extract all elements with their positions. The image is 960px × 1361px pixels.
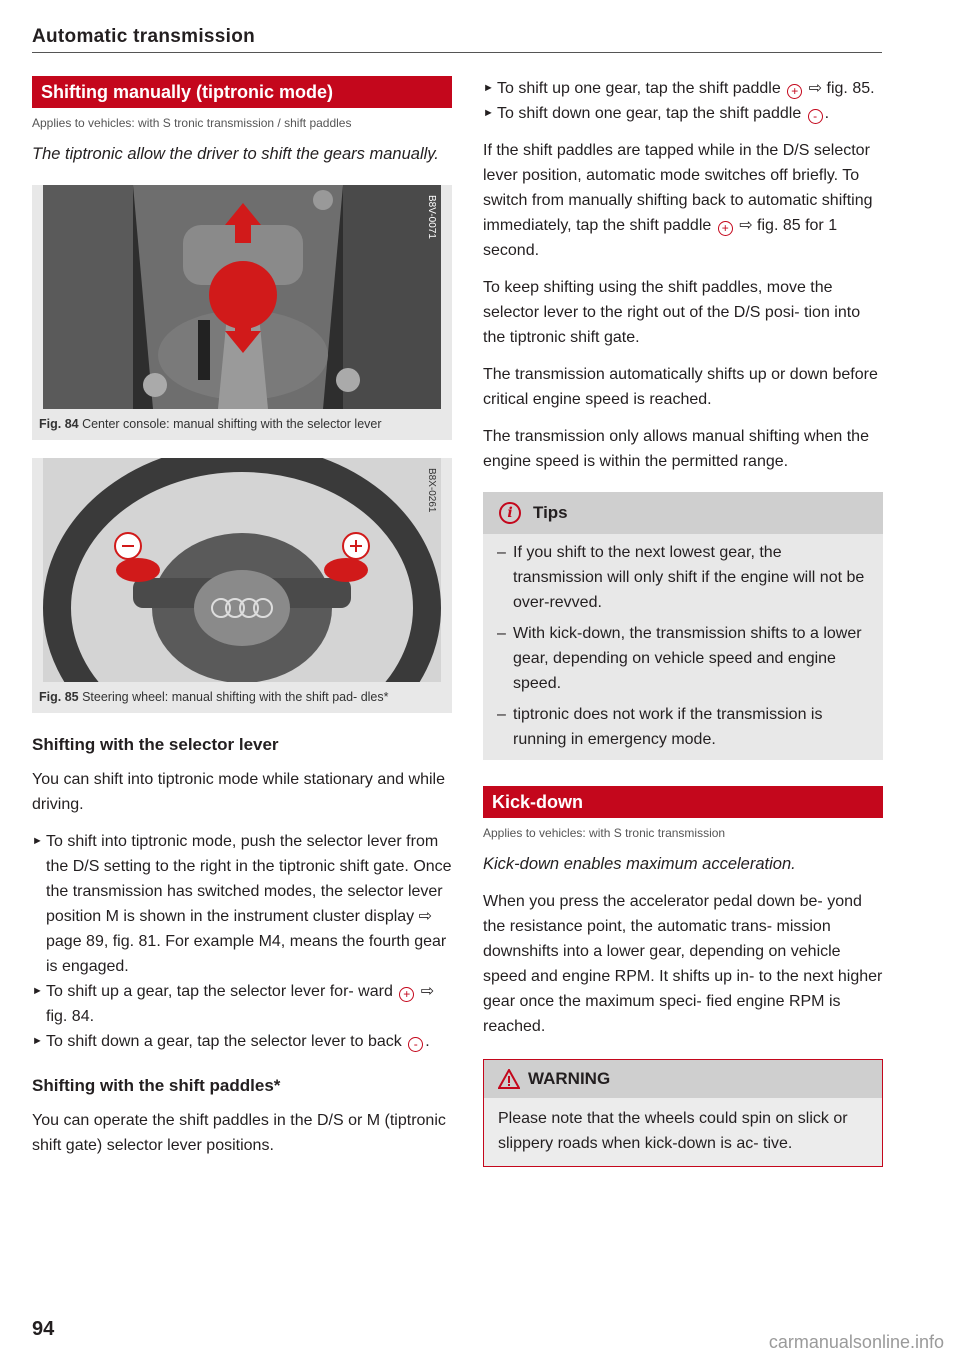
figure-85 — [32, 458, 452, 713]
dash-icon: – — [497, 625, 506, 642]
section-title: Shifting manually (tiptronic mode) — [32, 76, 452, 108]
center-console-image — [43, 185, 441, 409]
paragraph: To keep shifting using the shift paddles, move the selector lever to the right out of the D/S posi- tion into the tiptronic shift gate. — [483, 279, 861, 346]
minus-circle-icon: - — [808, 109, 823, 124]
bullet-triangle-icon: ► — [32, 1035, 43, 1047]
figure-caption-text: Steering wheel: manual shifting with the shift pad- dles* — [78, 690, 389, 704]
warning-text: Please note that the wheels could spin on slick or slippery roads when kick-down is ac- tive. — [484, 1098, 882, 1166]
figure-reference: ⇨ fig. 85 for 1 second. — [483, 217, 838, 259]
period: . — [425, 1033, 430, 1050]
right-column — [483, 76, 883, 1167]
applies-note: Applies to vehicles: with S tronic transmission — [483, 826, 726, 840]
header-rule — [32, 52, 882, 53]
figure-caption — [32, 409, 452, 434]
tip-item — [483, 702, 883, 752]
tip-item — [483, 540, 883, 615]
tips-title: Tips — [533, 503, 568, 522]
figure-label: Fig. 84 — [39, 417, 79, 431]
figure-caption-text: Center console: manual shifting with the selector lever — [78, 417, 382, 431]
watermark: carmanualsonline.info — [768, 1332, 944, 1352]
left-column — [32, 76, 452, 1158]
bullet-text: To shift down a gear, tap the selector lever to back — [46, 1033, 402, 1050]
figure-caption — [32, 682, 452, 707]
paragraph: The transmission automatically shifts up or down before critical engine speed is reached. — [483, 366, 878, 408]
warning-header — [484, 1060, 882, 1098]
info-icon: i — [499, 502, 521, 524]
kickdown-title: Kick-down — [483, 786, 883, 818]
warning-title: WARNING — [528, 1069, 611, 1088]
figure-code: B8X-0261 — [426, 468, 437, 513]
list-item — [483, 76, 883, 101]
subheading-shift-paddles: Shifting with the shift paddles* — [32, 1076, 281, 1095]
figure-reference: ⇨ fig. 85. — [808, 80, 875, 97]
page-number: 94 — [32, 1318, 55, 1340]
dash-icon: – — [497, 706, 506, 723]
intro-text: Kick-down enables maximum acceleration. — [483, 855, 796, 873]
warning-box — [483, 1059, 883, 1167]
list-item — [32, 829, 452, 979]
bullet-text: To shift down one gear, tap the shift paddle — [497, 105, 802, 122]
tips-box — [483, 492, 883, 760]
list-item — [32, 979, 452, 1029]
tip-text: With kick-down, the transmission shifts to a lower gear, depending on vehicle speed and engine speed. — [513, 625, 862, 692]
figure-code: B8V-0071 — [426, 195, 437, 239]
plus-circle-icon: + — [787, 84, 802, 99]
bullet-triangle-icon: ► — [32, 835, 43, 847]
header-title: Automatic transmission — [32, 26, 256, 47]
bullet-triangle-icon: ► — [483, 107, 494, 119]
paragraph: The transmission only allows manual shifting when the engine speed is within the permitted range. — [483, 428, 869, 470]
paragraph: When you press the accelerator pedal down be- yond the resistance point, the automatic trans- mission downshifts into a lower gear, depending on vehicle speed and engine RPM. It shifts up in- to the next higher gear once the maximum speci- fied engine RPM is reached. — [483, 893, 883, 1035]
paragraph: You can operate the shift paddles in the D/S or M (tiptronic shift gate) selector lever positions. — [32, 1112, 446, 1154]
warning-triangle-icon — [498, 1069, 520, 1089]
bullet-text: To shift up one gear, tap the shift paddle — [497, 80, 781, 97]
dash-icon: – — [497, 544, 506, 561]
steering-wheel-image — [43, 458, 441, 682]
minus-circle-icon: - — [408, 1037, 423, 1052]
bullet-triangle-icon: ► — [483, 82, 494, 94]
intro-text: The tiptronic allow the driver to shift the gears manually. — [32, 145, 439, 163]
bullet-triangle-icon: ► — [32, 985, 43, 997]
tips-header — [483, 492, 883, 534]
tip-text: If you shift to the next lowest gear, the transmission will only shift if the engine will not be over-revved. — [513, 544, 865, 611]
figure-84 — [32, 185, 452, 440]
subheading-selector-lever: Shifting with the selector lever — [32, 735, 279, 754]
bullet-text: To shift up a gear, tap the selector lever for- ward — [46, 983, 393, 1000]
period: . — [824, 105, 830, 122]
paragraph — [483, 138, 883, 263]
list-item — [483, 101, 883, 126]
bullet-text: To shift into tiptronic mode, push the selector lever from the D/S setting to the right in the tiptronic shift gate. Once the transmission has switched modes, the selector lever position M is shown in the instrument cluster display ⇨ page 89, fig. 81. For example M4, means the fourth gear is engaged. — [46, 833, 452, 975]
paragraph-text: If the shift paddles are tapped while in the D/S selector lever position, automatic mode switches off briefly. To switch from manually shifting back to automatic shifting immediately, tap the shift paddle — [483, 142, 873, 234]
figure-label: Fig. 85 — [39, 690, 79, 704]
list-item — [32, 1029, 452, 1054]
applies-note: Applies to vehicles: with S tronic transmission / shift paddles — [32, 116, 352, 130]
plus-circle-icon: + — [718, 221, 733, 236]
figure-reference: ⇨ fig. 84. — [46, 983, 435, 1025]
paragraph: You can shift into tiptronic mode while stationary and while driving. — [32, 771, 445, 813]
plus-circle-icon: + — [399, 987, 414, 1002]
tip-text: tiptronic does not work if the transmission is running in emergency mode. — [513, 706, 823, 748]
tip-item — [483, 621, 883, 696]
